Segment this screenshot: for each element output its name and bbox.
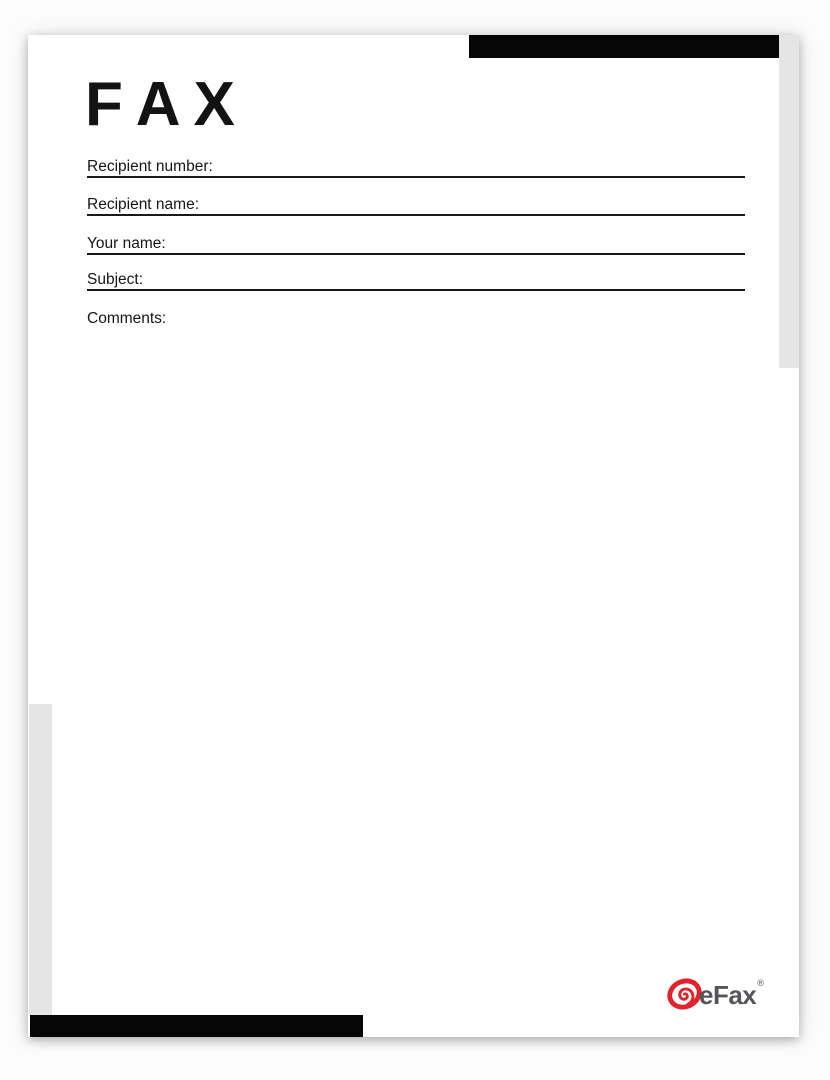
field-comments-area[interactable] (87, 331, 745, 971)
field-your-name-label: Your name: (87, 235, 166, 252)
field-subject-label: Subject: (87, 271, 144, 288)
efax-logo (665, 975, 764, 1015)
field-recipient-number[interactable] (87, 158, 745, 178)
top-right-black-bar (469, 35, 779, 58)
right-gray-strip (779, 35, 799, 368)
efax-logo-text: eFax (699, 980, 757, 1010)
field-recipient-name-label: Recipient name: (87, 196, 200, 213)
bottom-left-black-bar (30, 1015, 363, 1037)
fax-cover-sheet-page (28, 35, 799, 1037)
field-recipient-number-label: Recipient number: (87, 158, 213, 175)
field-subject[interactable] (87, 271, 745, 291)
field-your-name[interactable] (87, 235, 745, 255)
fax-title: F A X (85, 70, 236, 139)
registered-trademark-symbol: ® (757, 978, 764, 988)
field-recipient-name[interactable] (87, 196, 745, 216)
field-comments-label: Comments: (87, 310, 167, 327)
left-gray-strip (29, 704, 52, 1015)
